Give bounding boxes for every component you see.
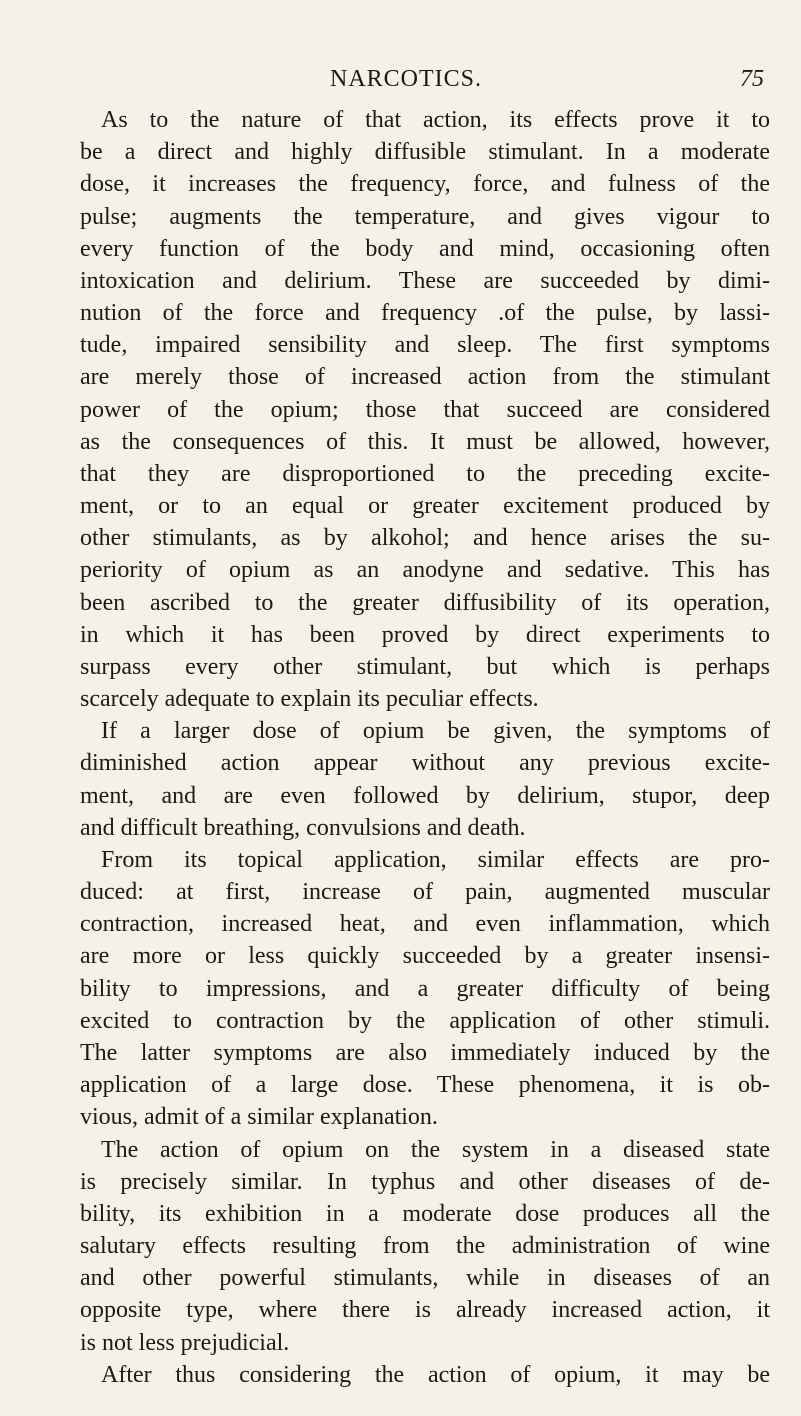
text-line: intoxication and delirium. These are succeeded by dimi- <box>80 267 770 294</box>
page-header <box>80 58 770 98</box>
text-line: diminished action appear without any previous excite- <box>80 750 770 777</box>
text-line: that they are disproportioned to the preceding excite- <box>80 460 770 487</box>
text-line: and difficult breathing, convulsions and death. <box>80 814 526 841</box>
text-line: pulse; augments the temperature, and gives vigour to <box>80 203 770 230</box>
body-text <box>80 104 770 1391</box>
text-line: The action of opium on the system in a diseased state <box>101 1136 770 1163</box>
text-line: are merely those of increased action from the stimulant <box>80 364 770 391</box>
text-line: as the consequences of this. It must be allowed, however, <box>80 428 770 455</box>
text-line: scarcely adequate to explain its peculiar effects. <box>80 686 539 713</box>
text-line: nution of the force and frequency .of the pulse, by lassi- <box>80 300 770 327</box>
text-line: dose, it increases the frequency, force, and fulness of the <box>80 171 770 198</box>
text-line: If a larger dose of opium be given, the symptoms of <box>101 718 770 745</box>
text-line: contraction, increased heat, and even inflammation, which <box>80 911 770 938</box>
text-line: bility, its exhibition in a moderate dose produces all the <box>80 1200 770 1227</box>
text-line: power of the opium; those that succeed are considered <box>80 396 770 423</box>
text-line: is precisely similar. In typhus and other diseases of de- <box>80 1168 770 1195</box>
text-line: ment, and are even followed by delirium, stupor, deep <box>80 782 770 809</box>
text-line: From its topical application, similar effects are pro- <box>101 846 770 873</box>
text-line: tude, impaired sensibility and sleep. The first symptoms <box>80 332 770 359</box>
text-line: are more or less quickly succeeded by a greater insensi- <box>80 943 770 970</box>
text-line: in which it has been proved by direct experiments to <box>80 621 770 648</box>
running-head: NARCOTICS. <box>330 66 483 92</box>
text-line: application of a large dose. These phenomena, it is ob- <box>80 1072 770 1099</box>
text-line: and other powerful stimulants, while in diseases of an <box>80 1265 770 1292</box>
text-line: been ascribed to the greater diffusibility of its operation, <box>80 589 770 616</box>
text-line: bility to impressions, and a greater difficulty of being <box>80 975 770 1002</box>
text-line: duced: at first, increase of pain, augmented muscular <box>80 879 770 906</box>
text-line: vious, admit of a similar explanation. <box>80 1104 438 1131</box>
text-line: excited to contraction by the application of other stimuli. <box>80 1007 770 1034</box>
text-line: other stimulants, as by alkohol; and hence arises the su- <box>80 525 770 552</box>
text-line: As to the nature of that action, its effects prove it to <box>101 107 770 133</box>
text-line: be a direct and highly diffusible stimulant. In a moderate <box>80 139 770 166</box>
page-number: 75 <box>740 66 764 92</box>
text-line: every function of the body and mind, occasioning often <box>80 235 770 262</box>
text-line: is not less prejudicial. <box>80 1329 290 1356</box>
text-line: salutary effects resulting from the administration of wine <box>80 1233 770 1260</box>
text-line: ment, or to an equal or greater excitement produced by <box>80 493 770 520</box>
text-line: After thus considering the action of opium, it may be <box>101 1361 770 1388</box>
text-line: opposite type, where there is already increased action, it <box>80 1297 770 1324</box>
text-line: The latter symptoms are also immediately induced by the <box>80 1039 770 1066</box>
text-line: periority of opium as an anodyne and sedative. This has <box>80 557 770 584</box>
text-line: surpass every other stimulant, but which is perhaps <box>80 653 770 680</box>
